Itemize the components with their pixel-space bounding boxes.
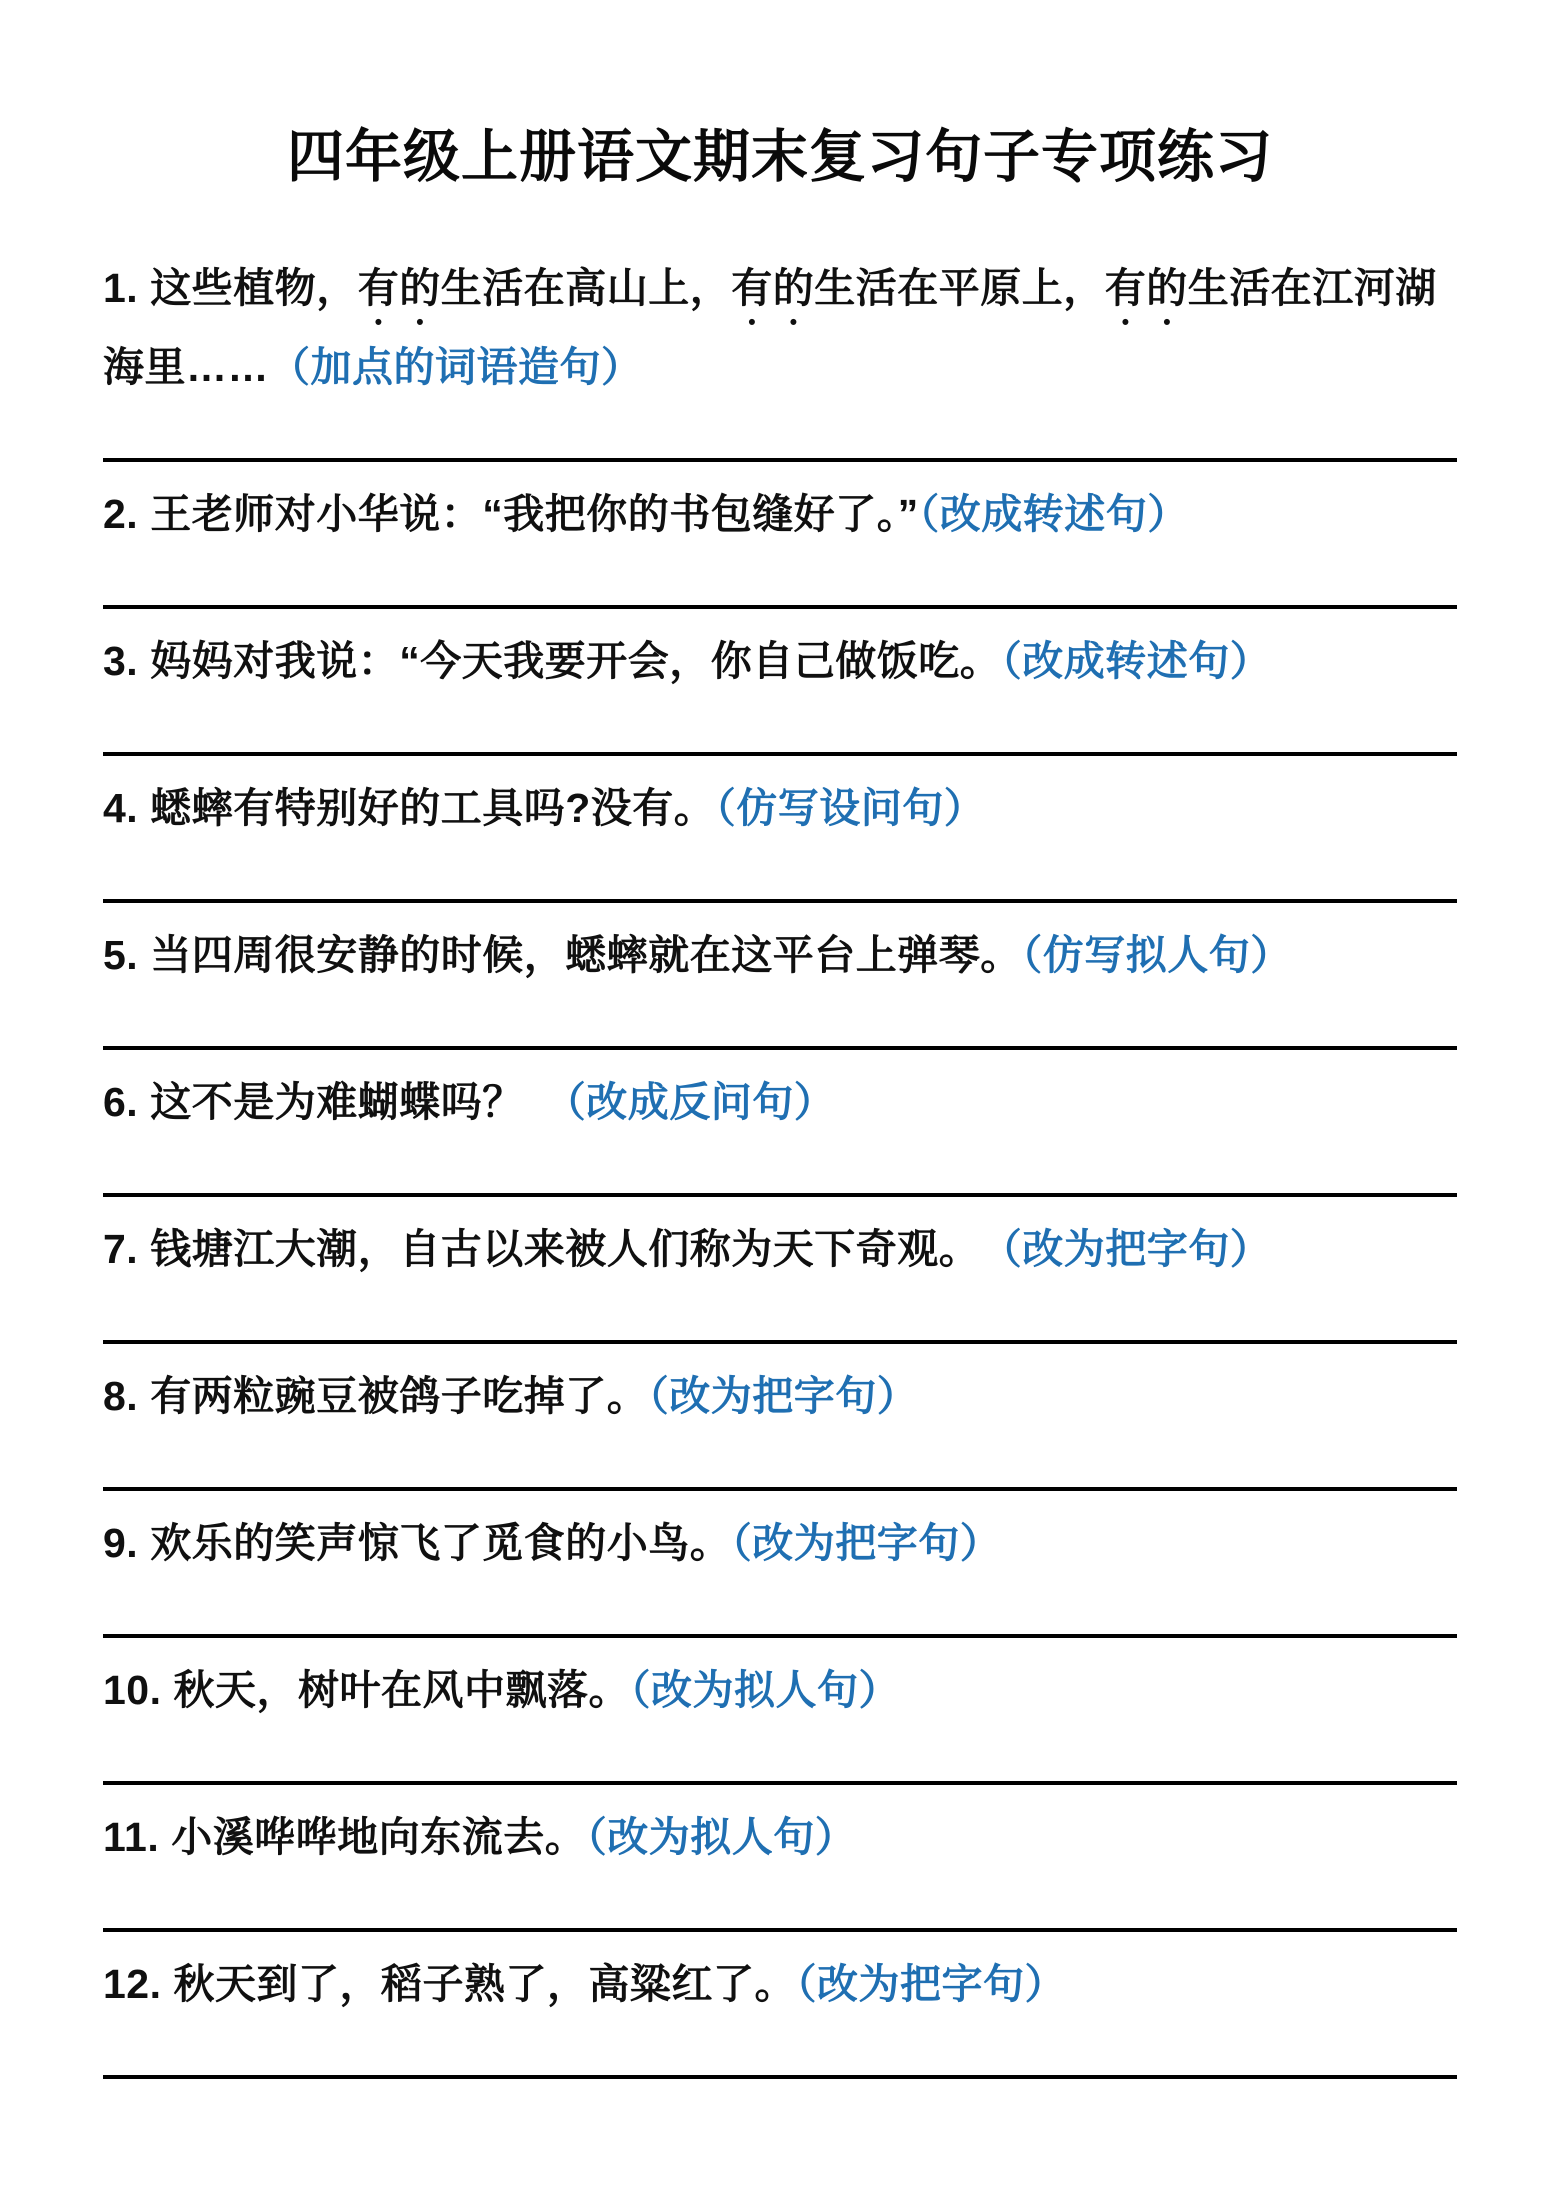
sentence-text: 生活在高山上， (440, 265, 732, 311)
exercise-item (103, 1951, 1457, 2079)
sentence-text: 当四周很安静的时候，蟋蟀就在这平台上弹琴。 (150, 932, 1022, 978)
instruction-label: （改为把字句） (648, 1373, 919, 1419)
sentence-text: 这不是为难蝴蝶吗？ (150, 1079, 566, 1125)
emphasized-word: 有的 (731, 265, 815, 311)
question-number: 6. (103, 1079, 139, 1125)
question-number: 12. (103, 1961, 162, 2007)
sentence-text: 生活在平原上， (814, 265, 1105, 311)
question-text (103, 255, 1457, 400)
instruction-label: （改为把字句） (731, 1520, 1002, 1566)
sentence-text: 小溪哗哗地向东流去。 (171, 1814, 587, 1860)
question-text (103, 1657, 1457, 1723)
question-text (103, 1804, 1457, 1870)
answer-line[interactable] (103, 1781, 1457, 1785)
exercise-item (103, 1510, 1457, 1638)
exercise-list (103, 255, 1457, 2079)
question-number: 4. (103, 785, 139, 831)
question-text (103, 1510, 1457, 1576)
exercise-item (103, 1216, 1457, 1344)
question-number: 5. (103, 932, 139, 978)
answer-line[interactable] (103, 752, 1457, 756)
exercise-item (103, 1363, 1457, 1491)
exercise-item (103, 481, 1457, 609)
instruction-label: （加点的词语造句） (269, 344, 643, 390)
instruction-label: （改为把字句） (796, 1961, 1066, 2007)
answer-line[interactable] (103, 1487, 1457, 1491)
instruction-label: （改成反问句） (565, 1079, 836, 1125)
emphasized-word: 有的 (357, 265, 441, 311)
exercise-item (103, 1069, 1457, 1197)
question-text (103, 628, 1457, 694)
question-text (103, 775, 1457, 841)
sentence-text: 妈妈对我说：“今天我要开会，你自己做饭吃。 (150, 638, 1002, 684)
question-text (103, 922, 1457, 988)
sentence-text: 生活在江河湖 (1187, 265, 1437, 311)
instruction-label: （改成转述句） (918, 491, 1189, 537)
question-number: 1. (103, 265, 139, 311)
exercise-item (103, 255, 1457, 462)
sentence-text: 欢乐的笑声惊飞了觅食的小鸟。 (150, 1520, 732, 1566)
answer-line[interactable] (103, 1340, 1457, 1344)
question-text (103, 481, 1457, 547)
exercise-item (103, 775, 1457, 903)
answer-line[interactable] (103, 1193, 1457, 1197)
question-number: 8. (103, 1373, 139, 1419)
answer-line[interactable] (103, 1928, 1457, 1932)
page-title: 四年级上册语文期末复习句子专项练习 (287, 125, 1273, 189)
sentence-text: 有两粒豌豆被鸽子吃掉了。 (150, 1373, 649, 1419)
answer-line[interactable] (103, 1046, 1457, 1050)
answer-line[interactable] (103, 605, 1457, 609)
answer-line[interactable] (103, 1634, 1457, 1638)
answer-line[interactable] (103, 458, 1457, 462)
sentence-text: 秋天，树叶在风中飘落。 (173, 1667, 630, 1713)
question-text (103, 1069, 1457, 1135)
answer-line[interactable] (103, 2075, 1457, 2079)
instruction-label: （仿写拟人句） (1021, 932, 1292, 978)
question-text (103, 1363, 1457, 1429)
question-number: 3. (103, 638, 139, 684)
question-number: 7. (103, 1226, 139, 1272)
instruction-label: （仿写设问句） (715, 785, 986, 831)
answer-line[interactable] (103, 899, 1457, 903)
instruction-label: （改为把字句） (1001, 1226, 1272, 1272)
instruction-label: （改为拟人句） (630, 1667, 900, 1713)
question-text (103, 1216, 1457, 1282)
emphasized-word: 有的 (1104, 265, 1188, 311)
sentence-text: 钱塘江大潮，自古以来被人们称为天下奇观。 (150, 1226, 1002, 1272)
exercise-item (103, 1657, 1457, 1785)
question-number: 2. (103, 491, 139, 537)
exercise-item (103, 922, 1457, 1050)
question-number: 11. (103, 1814, 160, 1860)
sentence-text: 海里…… (103, 344, 269, 390)
exercise-item (103, 1804, 1457, 1932)
question-text (103, 1951, 1457, 2017)
question-number: 10. (103, 1667, 162, 1713)
question-number: 9. (103, 1520, 139, 1566)
exercise-item (103, 628, 1457, 756)
instruction-label: （改成转述句） (1001, 638, 1272, 684)
sentence-text: 王老师对小华说：“我把你的书包缝好了。” (150, 491, 919, 537)
sentence-text: 这些植物， (150, 265, 358, 311)
sentence-text: 蟋蟀有特别好的工具吗?没有。 (150, 785, 716, 831)
instruction-label: （改为拟人句） (586, 1814, 857, 1860)
sentence-text: 秋天到了，稻子熟了，高粱红了。 (173, 1961, 796, 2007)
